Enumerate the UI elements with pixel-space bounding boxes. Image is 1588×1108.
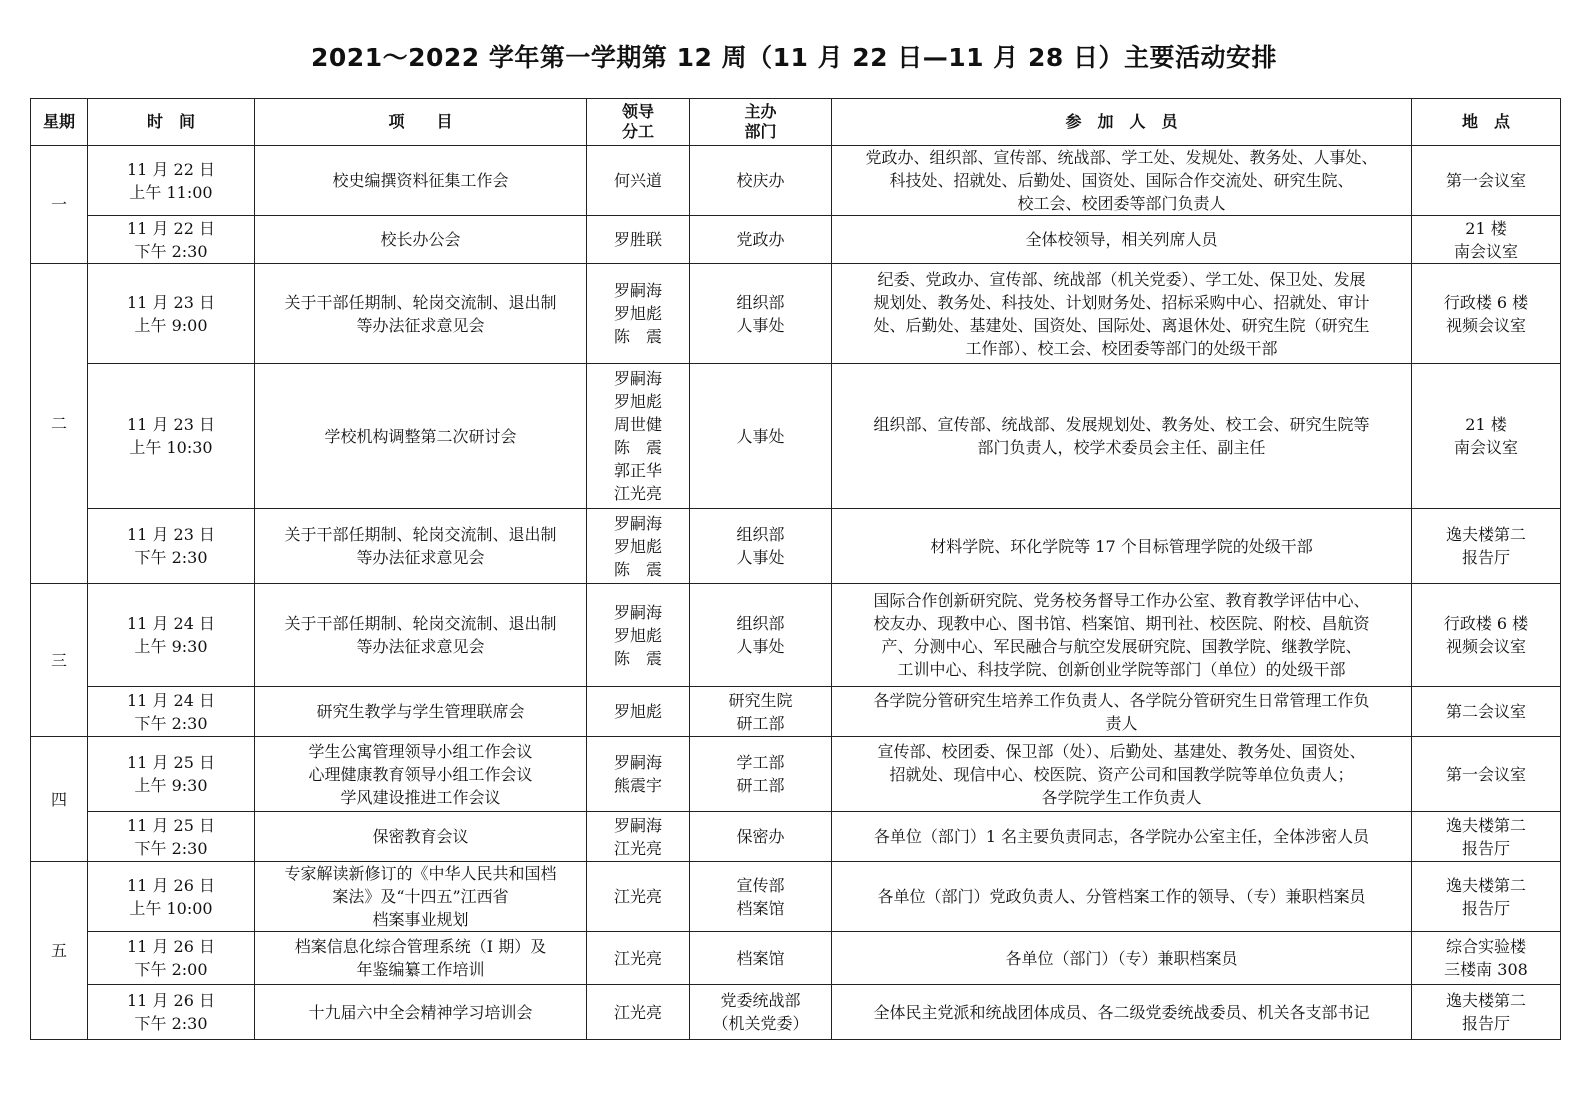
cell-time-line: 上午 10:30	[129, 438, 213, 457]
cell-dept	[690, 862, 832, 932]
header-leader-line: 领导	[621, 102, 654, 121]
cell-dept-line: 人事处	[736, 315, 785, 335]
cell-item	[255, 932, 587, 985]
cell-leader-line: 罗旭彪	[613, 702, 662, 721]
cell-dept	[690, 216, 832, 264]
cell-place	[1412, 932, 1561, 985]
cell-people-line: 校工会、校团委等部门负责人	[1017, 194, 1226, 213]
cell-dept	[690, 932, 832, 985]
cell-leader	[587, 985, 690, 1040]
cell-place-line: 南会议室	[1453, 438, 1518, 457]
cell-people-line: 科技处、招就处、后勤处、国资处、国际合作交流处、研究生院、	[889, 171, 1354, 190]
cell-people	[832, 932, 1412, 985]
cell-time-line: 11 月 26 日	[127, 875, 215, 895]
cell-dept-line: 保密办	[736, 827, 785, 846]
cell-item-line: 关于干部任期制、轮岗交流制、退出制	[284, 292, 557, 312]
cell-dept-line: 党委统战部	[720, 991, 801, 1010]
table-row	[31, 146, 1561, 216]
cell-leader	[587, 687, 690, 737]
header-day: 星期	[31, 99, 88, 146]
cell-leader-line: 江光亮	[613, 948, 662, 968]
cell-people	[832, 737, 1412, 812]
cell-people	[832, 146, 1412, 216]
header-time: 时 间	[88, 99, 255, 146]
header-dept-line: 主办	[744, 102, 777, 121]
cell-people	[832, 687, 1412, 737]
cell-leader-line: 江光亮	[613, 484, 662, 503]
cell-people-line: 部门负责人，校学术委员会主任、副主任	[977, 438, 1266, 457]
header-leader	[587, 99, 690, 146]
schedule-table	[30, 98, 1561, 1040]
cell-people-line: 全体校领导，相关列席人员	[1025, 230, 1218, 249]
table-header	[31, 99, 1561, 146]
cell-leader-line: 江光亮	[613, 838, 662, 858]
cell-item	[255, 687, 587, 737]
cell-item	[255, 364, 587, 509]
cell-place-line: 三楼南 308	[1444, 960, 1528, 979]
cell-dept-line: 组织部	[736, 614, 785, 633]
cell-dept-line: 人事处	[736, 426, 785, 446]
cell-people	[832, 509, 1412, 584]
cell-time	[88, 216, 255, 264]
header-leader-line: 分工	[621, 122, 654, 141]
cell-leader	[587, 264, 690, 364]
cell-item-line: 学生公寓管理领导小组工作会议	[308, 741, 533, 761]
cell-dept	[690, 264, 832, 364]
cell-item	[255, 737, 587, 812]
cell-leader-line: 罗嗣海	[613, 513, 662, 533]
cell-item	[255, 216, 587, 264]
cell-time	[88, 862, 255, 932]
cell-place-line: 逸夫楼第二	[1445, 815, 1526, 835]
schedule-body	[31, 146, 1561, 1040]
cell-item	[255, 985, 587, 1040]
cell-dept-line: 人事处	[736, 548, 785, 567]
cell-item-line: 保密教育会议	[372, 827, 469, 846]
cell-place-line: 报告厅	[1461, 1014, 1510, 1033]
cell-leader-line: 罗胜联	[613, 230, 662, 249]
cell-time-line: 11 月 22 日	[127, 218, 215, 238]
cell-people-line: 责人	[1105, 713, 1138, 733]
cell-people-line: 校友办、现教中心、图书馆、档案馆、期刊社、校医院、附校、昌航资	[873, 614, 1370, 633]
cell-dept	[690, 146, 832, 216]
cell-leader-line: 罗旭彪	[613, 304, 662, 323]
cell-leader-line: 罗嗣海	[613, 281, 662, 300]
cell-dept-line: 研工部	[736, 776, 785, 795]
cell-place-line: 报告厅	[1461, 548, 1510, 567]
cell-dept-line: 组织部	[736, 525, 785, 544]
cell-item-line: 心理健康教育领导小组工作会议	[308, 764, 533, 784]
cell-leader-line: 陈 震	[613, 559, 662, 579]
cell-place	[1412, 584, 1561, 687]
cell-place-line: 报告厅	[1461, 838, 1510, 858]
cell-leader	[587, 146, 690, 216]
cell-place-line: 南会议室	[1453, 241, 1518, 261]
cell-time-line: 下午 2:00	[134, 960, 208, 979]
cell-place	[1412, 687, 1561, 737]
cell-place-line: 逸夫楼第二	[1445, 525, 1526, 544]
cell-people-line: 工作部）、校工会、校团委等部门的处级干部	[965, 338, 1278, 358]
cell-place-line: 第二会议室	[1445, 702, 1526, 721]
cell-time-line: 11 月 25 日	[127, 815, 215, 835]
cell-item-line: 等办法征求意见会	[356, 548, 485, 567]
cell-item-line: 等办法征求意见会	[356, 315, 485, 335]
cell-people	[832, 364, 1412, 509]
cell-leader-line: 郭正华	[613, 461, 662, 480]
cell-dept-line: （机关党委）	[712, 1014, 809, 1033]
cell-people-line: 全体民主党派和统战团体成员、各二级党委统战委员、机关各支部书记	[873, 1002, 1370, 1022]
cell-item-line: 档案事业规划	[372, 910, 469, 929]
cell-dept-line: 研工部	[736, 713, 785, 733]
cell-time-line: 下午 2:30	[134, 838, 208, 858]
cell-leader	[587, 812, 690, 862]
cell-place-line: 21 楼	[1465, 415, 1507, 434]
cell-item-line: 研究生教学与学生管理联席会	[316, 702, 525, 721]
header-people: 参 加 人 员	[832, 99, 1412, 146]
cell-people	[832, 985, 1412, 1040]
cell-time	[88, 932, 255, 985]
cell-place-line: 逸夫楼第二	[1445, 991, 1526, 1010]
cell-place-line: 视频会议室	[1445, 637, 1526, 656]
header-place: 地 点	[1412, 99, 1561, 146]
cell-dept	[690, 584, 832, 687]
cell-time	[88, 985, 255, 1040]
cell-leader	[587, 509, 690, 584]
cell-item-line: 校长办公会	[380, 230, 461, 249]
cell-time-line: 上午 9:00	[134, 315, 208, 335]
cell-time-line: 11 月 23 日	[127, 292, 215, 312]
cell-people-line: 工训中心、科技学院、创新创业学院等部门（单位）的处级干部	[897, 660, 1346, 679]
cell-item-line: 年鉴编纂工作培训	[356, 960, 485, 979]
page-title: 2021～2022 学年第一学期第 12 周（11 月 22 日—11 月 28 日）主要活动安排	[311, 43, 1277, 72]
cell-people-line: 各单位（部门）党政负责人、分管档案工作的领导、（专）兼职档案员	[877, 887, 1366, 906]
cell-item-line: 专家解读新修订的《中华人民共和国档	[284, 864, 557, 883]
cell-time	[88, 812, 255, 862]
cell-dept-line: 学工部	[736, 753, 785, 772]
cell-time-line: 11 月 23 日	[127, 525, 215, 544]
cell-day: 二	[31, 264, 88, 584]
cell-place	[1412, 216, 1561, 264]
cell-people-line: 各单位（部门）（专）兼职档案员	[1005, 948, 1238, 968]
cell-item	[255, 509, 587, 584]
cell-dept-line: 人事处	[736, 637, 785, 656]
cell-item-line: 档案信息化综合管理系统（I 期）及	[294, 937, 547, 956]
cell-item-line: 案法》及“十四五”江西省	[332, 887, 509, 906]
header-dept-line: 部门	[744, 122, 777, 141]
cell-item-line: 校史编撰资料征集工作会	[332, 171, 509, 190]
cell-item-line: 十九届六中全会精神学习培训会	[308, 1002, 533, 1022]
cell-time-line: 下午 2:30	[134, 1014, 208, 1033]
cell-dept	[690, 812, 832, 862]
cell-leader-line: 陈 震	[613, 648, 662, 668]
table-row	[31, 985, 1561, 1040]
table-row	[31, 509, 1561, 584]
cell-time	[88, 146, 255, 216]
cell-time-line: 11 月 23 日	[127, 415, 215, 434]
cell-item	[255, 862, 587, 932]
cell-people-line: 规划处、教务处、科技处、计划财务处、招标采购中心、招就处、审计	[873, 292, 1370, 312]
cell-time-line: 11 月 26 日	[127, 991, 215, 1010]
cell-people-line: 处、后勤处、基建处、国资处、国际处、离退休处、研究生院（研究生	[873, 315, 1370, 335]
cell-item-line: 学风建设推进工作会议	[340, 787, 501, 807]
cell-time	[88, 264, 255, 364]
cell-leader-line: 江光亮	[613, 887, 662, 906]
cell-place-line: 行政楼 6 楼	[1443, 292, 1529, 312]
header-item: 项 目	[255, 99, 587, 146]
cell-people	[832, 862, 1412, 932]
cell-time-line: 下午 2:30	[134, 241, 208, 261]
cell-place	[1412, 509, 1561, 584]
cell-leader-line: 罗旭彪	[613, 536, 662, 556]
table-row	[31, 687, 1561, 737]
cell-people	[832, 584, 1412, 687]
cell-people-line: 各学院分管研究生培养工作负责人、各学院分管研究生日常管理工作负	[873, 690, 1370, 710]
cell-item	[255, 584, 587, 687]
header-row	[31, 99, 1561, 146]
cell-day: 三	[31, 584, 88, 737]
cell-item-line: 学校机构调整第二次研讨会	[324, 426, 517, 446]
cell-place-line: 报告厅	[1461, 898, 1510, 918]
cell-leader	[587, 737, 690, 812]
cell-people-line: 各学院学生工作负责人	[1041, 787, 1202, 807]
cell-time	[88, 584, 255, 687]
cell-people	[832, 264, 1412, 364]
cell-item	[255, 264, 587, 364]
cell-day: 四	[31, 737, 88, 862]
cell-day: 一	[31, 146, 88, 264]
cell-time-line: 上午 10:00	[129, 898, 213, 918]
cell-people-line: 纪委、党政办、宣传部、统战部（机关党委）、学工处、保卫处、发展	[877, 269, 1366, 289]
cell-people	[832, 812, 1412, 862]
cell-time	[88, 509, 255, 584]
cell-leader	[587, 216, 690, 264]
cell-dept	[690, 687, 832, 737]
cell-place	[1412, 812, 1561, 862]
table-row	[31, 584, 1561, 687]
cell-people-line: 党政办、组织部、宣传部、统战部、学工处、发规处、教务处、人事处、	[865, 148, 1378, 167]
cell-leader	[587, 932, 690, 985]
cell-leader-line: 罗旭彪	[613, 392, 662, 411]
cell-leader	[587, 364, 690, 509]
cell-dept-line: 宣传部	[736, 875, 785, 895]
cell-place-line: 第一会议室	[1445, 171, 1526, 190]
cell-leader-line: 罗嗣海	[613, 369, 662, 388]
cell-leader-line: 陈 震	[613, 438, 662, 457]
cell-dept-line: 档案馆	[736, 948, 785, 968]
cell-leader-line: 罗嗣海	[613, 602, 662, 622]
cell-item	[255, 812, 587, 862]
cell-people-line: 招就处、现信中心、校医院、资产公司和国教学院等单位负责人；	[889, 764, 1354, 784]
cell-leader	[587, 584, 690, 687]
cell-time	[88, 364, 255, 509]
table-row	[31, 264, 1561, 364]
cell-time-line: 上午 9:30	[134, 776, 208, 795]
cell-people-line: 产、分测中心、军民融合与航空发展研究院、国教学院、继教学院、	[881, 637, 1362, 656]
cell-people-line: 组织部、宣传部、统战部、发展规划处、教务处、校工会、研究生院等	[873, 415, 1370, 434]
cell-dept-line: 校庆办	[736, 171, 785, 190]
cell-dept	[690, 737, 832, 812]
cell-people-line: 国际合作创新研究院、党务校务督导工作办公室、教育教学评估中心、	[873, 591, 1370, 610]
table-row	[31, 737, 1561, 812]
cell-place	[1412, 862, 1561, 932]
cell-place-line: 逸夫楼第二	[1445, 875, 1526, 895]
cell-time-line: 上午 11:00	[129, 182, 213, 202]
cell-leader	[587, 862, 690, 932]
cell-dept	[690, 509, 832, 584]
cell-place-line: 综合实验楼	[1445, 937, 1526, 956]
cell-place	[1412, 737, 1561, 812]
cell-place	[1412, 146, 1561, 216]
cell-dept	[690, 364, 832, 509]
cell-leader-line: 江光亮	[613, 1002, 662, 1022]
cell-place-line: 视频会议室	[1445, 315, 1526, 335]
cell-dept-line: 档案馆	[736, 898, 785, 918]
cell-place	[1412, 985, 1561, 1040]
table-row	[31, 932, 1561, 985]
cell-people-line: 宣传部、校团委、保卫部（处）、后勤处、基建处、教务处、国资处、	[877, 741, 1366, 761]
cell-item	[255, 146, 587, 216]
cell-people-line: 材料学院、环化学院等 17 个目标管理学院的处级干部	[930, 536, 1313, 556]
table-row	[31, 216, 1561, 264]
cell-leader-line: 陈 震	[613, 327, 662, 346]
cell-place-line: 第一会议室	[1445, 764, 1526, 784]
cell-item-line: 关于干部任期制、轮岗交流制、退出制	[284, 614, 557, 633]
cell-place-line: 21 楼	[1465, 218, 1507, 238]
cell-time-line: 11 月 22 日	[127, 159, 215, 179]
cell-leader-line: 熊震宇	[613, 776, 662, 795]
cell-dept-line: 党政办	[736, 230, 785, 249]
cell-time-line: 上午 9:30	[134, 637, 208, 656]
cell-dept-line: 研究生院	[728, 690, 793, 710]
cell-time-line: 11 月 25 日	[127, 753, 215, 772]
cell-place-line: 行政楼 6 楼	[1443, 614, 1529, 633]
cell-item-line: 等办法征求意见会	[356, 637, 485, 656]
cell-time	[88, 687, 255, 737]
cell-leader-line: 周世健	[613, 415, 662, 434]
cell-leader-line: 罗旭彪	[613, 625, 662, 645]
header-dept	[690, 99, 832, 146]
cell-time-line: 下午 2:30	[134, 548, 208, 567]
cell-place	[1412, 364, 1561, 509]
table-row	[31, 862, 1561, 932]
cell-dept-line: 组织部	[736, 292, 785, 312]
cell-leader-line: 罗嗣海	[613, 815, 662, 835]
table-row	[31, 812, 1561, 862]
cell-time-line: 11 月 26 日	[127, 937, 215, 956]
cell-people	[832, 216, 1412, 264]
cell-time-line: 下午 2:30	[134, 713, 208, 733]
cell-time	[88, 737, 255, 812]
cell-time-line: 11 月 24 日	[127, 690, 215, 710]
cell-time-line: 11 月 24 日	[127, 614, 215, 633]
cell-people-line: 各单位（部门）1 名主要负责同志，各学院办公室主任，全体涉密人员	[873, 827, 1370, 846]
cell-item-line: 关于干部任期制、轮岗交流制、退出制	[284, 525, 557, 544]
cell-dept	[690, 985, 832, 1040]
cell-place	[1412, 264, 1561, 364]
table-row	[31, 364, 1561, 509]
cell-day: 五	[31, 862, 88, 1040]
cell-leader-line: 何兴道	[613, 171, 662, 190]
cell-leader-line: 罗嗣海	[613, 753, 662, 772]
